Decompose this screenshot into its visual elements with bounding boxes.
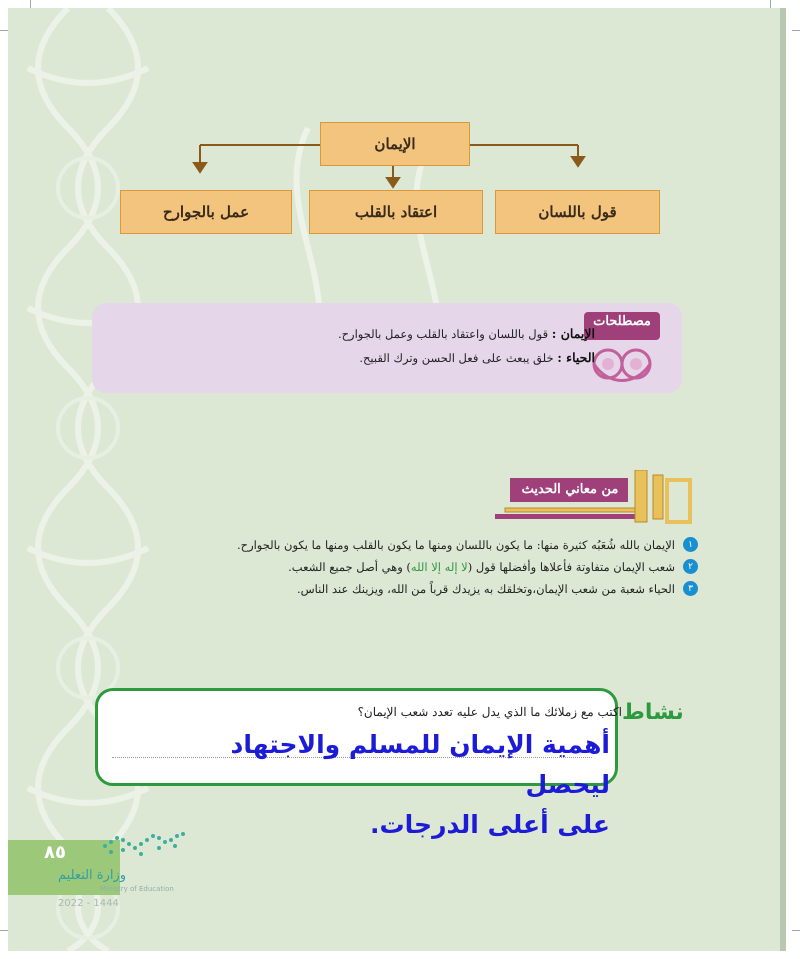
diagram-root-box: الإيمان — [320, 122, 470, 166]
term-name: الحياء : — [557, 350, 595, 365]
point-text-main: الإيمان بالله شُعَبُه كثيرة منها: ما يكون باللسان ومنها ما يكون بالقلب ومنها ما يكون بالجوارح. — [236, 537, 675, 552]
ministry-logo-icon — [95, 826, 195, 866]
crop-mark — [770, 0, 771, 8]
point-text — [237, 538, 675, 552]
crop-mark — [30, 0, 31, 8]
ministry-name: وزارة التعليم — [58, 868, 127, 883]
term-definition: قول باللسان واعتقاد بالقلب وعمل بالجوارح. — [337, 327, 549, 341]
meaning-point — [237, 581, 698, 596]
point-text-tail: ) وهي أصل جميع الشعب. — [288, 559, 411, 574]
ministry-name-en: Ministry of Education — [100, 885, 174, 893]
answer-line-1: أهمية الإيمان للمسلم والاجتهاد ليحصل — [230, 730, 610, 799]
point-number: ٣ — [683, 581, 698, 596]
diagram-branch-heart: اعتقاد بالقلب — [309, 190, 483, 234]
term-name: الإيمان : — [551, 326, 595, 341]
point-text-main: شعب الإيمان متفاوتة فأعلاها وأفضلها قول ( — [467, 559, 675, 574]
edition-year: 2022 - 1444 — [58, 898, 119, 909]
term-item — [338, 346, 595, 370]
term-definition: خلق يبعث على فعل الحسن وترك القبيح. — [359, 351, 554, 365]
terms-badge-label: مصطلحات — [593, 314, 651, 329]
page-edge — [780, 8, 786, 951]
activity-label: نشاط — [622, 700, 684, 725]
meanings-list — [237, 537, 698, 603]
activity-question: اكتب مع زملائك ما الذي يدل عليه تعدد شعب الإيمان؟ — [357, 705, 622, 719]
meanings-title: من معاني الحديث — [521, 482, 619, 497]
meaning-point — [237, 537, 698, 552]
page-number: ٨٥ — [44, 842, 66, 863]
activity-answer[interactable] — [170, 725, 610, 845]
terms-list — [338, 322, 595, 370]
term-item — [338, 322, 595, 346]
diagram-branch-tongue: قول باللسان — [495, 190, 660, 234]
point-number: ٢ — [683, 559, 698, 574]
meaning-point — [237, 559, 698, 574]
point-text-main: الحياء شعبة من شعب الإيمان،وتخلقك به يزيدك قرباً من الله، ويزينك عند الناس. — [296, 581, 675, 596]
answer-line-2: على أعلى الدرجات. — [370, 810, 610, 839]
point-number: ١ — [683, 537, 698, 552]
crop-mark — [792, 930, 800, 931]
crop-mark — [0, 930, 8, 931]
diagram-branch-limbs: عمل بالجوارح — [120, 190, 292, 234]
point-text — [288, 560, 675, 574]
point-highlight: لا إله إلا الله — [410, 559, 468, 574]
crop-mark — [0, 30, 8, 31]
point-text — [297, 582, 675, 596]
crop-mark — [792, 30, 800, 31]
